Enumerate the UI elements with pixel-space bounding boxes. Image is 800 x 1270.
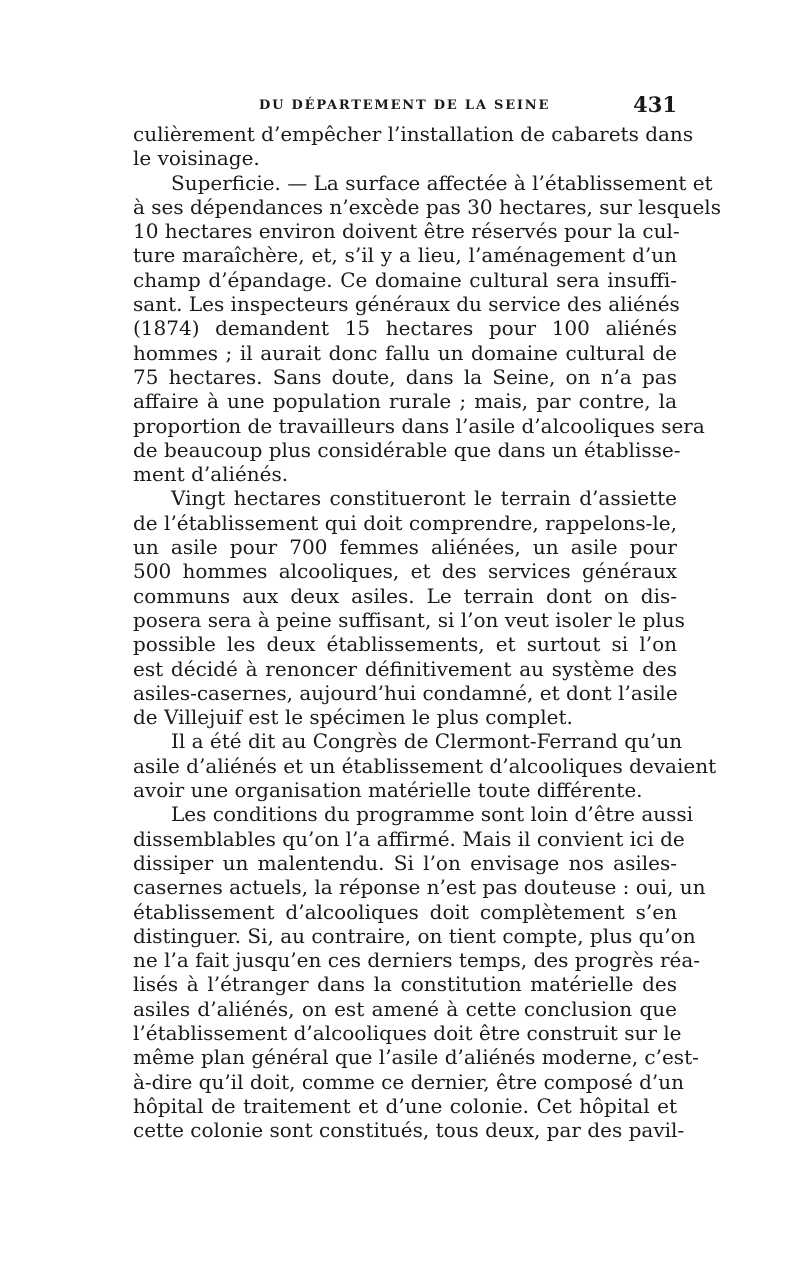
text-line: établissement d’alcooliques doit complètement s’en — [133, 899, 677, 924]
text-line: 10 hectares environ doivent être réservés pour la cul- — [133, 219, 680, 244]
text-line: possible les deux établissements, et surtout si l’on — [133, 632, 677, 657]
text-line: le voisinage. — [133, 146, 260, 171]
text-line: asile d’aliénés et un établissement d’alcooliques devaient — [133, 753, 717, 778]
text-line: Superficie. — La surface affectée à l’établissement et — [171, 170, 713, 195]
text-line: hommes ; il aurait donc fallu un domaine cultural de — [133, 340, 677, 365]
text-line: posera sera à peine suffisant, si l’on veut isoler le plus — [133, 607, 685, 632]
text-line: asiles-casernes, aujourd’hui condamné, et dont l’asile — [133, 680, 678, 705]
text-line: à ses dépendances n’excède pas 30 hectares, sur lesquels — [133, 194, 721, 219]
text-line: à-dire qu’il doit, comme ce dernier, être composé d’un — [133, 1069, 685, 1094]
text-line: affaire à une population rurale ; mais, par contre, la — [133, 389, 677, 414]
text-line: ment d’aliénés. — [133, 462, 289, 487]
text-line: de Villejuif est le spécimen le plus complet. — [133, 705, 573, 730]
text-line: champ d’épandage. Ce domaine cultural sera insuffi- — [133, 267, 677, 292]
text-line: Les conditions du programme sont loin d’être aussi — [171, 802, 694, 827]
text-line: proportion de travailleurs dans l’asile d’alcooliques sera — [133, 413, 705, 438]
text-line: dissemblables qu’on l’a affirmé. Mais il convient ici de — [133, 826, 685, 851]
text-line: sant. Les inspecteurs généraux du service des aliénés — [133, 292, 680, 317]
text-line: distinguer. Si, au contraire, on tient compte, plus qu’on — [133, 923, 696, 948]
text-line: culièrement d’empêcher l’installation de cabarets dans — [133, 122, 694, 146]
page-header — [133, 92, 677, 122]
text-line: Vingt hectares constitueront le terrain d’assiette — [171, 486, 677, 511]
text-line: cette colonie sont constitués, tous deux, par des pavil- — [133, 1118, 685, 1143]
text-line: asiles d’aliénés, on est amené à cette conclusion que — [133, 996, 677, 1021]
text-line: lisés à l’étranger dans la constitution matérielle des — [133, 972, 677, 997]
text-line: Il a été dit au Congrès de Clermont-Ferrand qu’un — [171, 729, 683, 754]
text-line: même plan général que l’asile d’aliénés moderne, c’est- — [133, 1045, 699, 1070]
text-line: casernes actuels, la réponse n’est pas douteuse : oui, un — [133, 875, 706, 900]
text-line: avoir une organisation matérielle toute différente. — [133, 778, 643, 803]
text-line: est décidé à renoncer définitivement au système des — [133, 656, 677, 681]
text-line: dissiper un malentendu. Si l’on envisage nos asiles- — [133, 850, 677, 875]
text-line: l’établissement d’alcooliques doit être construit sur le — [133, 1020, 682, 1045]
text-line: 75 hectares. Sans doute, dans la Seine, on n’a pas — [133, 364, 677, 389]
text-line: communs aux deux asiles. Le terrain dont on dis- — [133, 583, 677, 608]
text-line: de beaucoup plus considérable que dans un établisse- — [133, 437, 681, 462]
text-line: hôpital de traitement et d’une colonie. Cet hôpital et — [133, 1093, 677, 1118]
text-line: ture maraîchère, et, s’il y a lieu, l’aménagement d’un — [133, 243, 677, 268]
text-line: un asile pour 700 femmes aliénées, un asile pour — [133, 535, 677, 560]
text-line: ne l’a fait jusqu’en ces derniers temps, des progrès réa- — [133, 948, 701, 973]
page-number: 431 — [633, 92, 677, 117]
text-line: 500 hommes alcooliques, et des services généraux — [133, 559, 677, 584]
running-title: DU DÉPARTEMENT DE LA SEINE — [259, 98, 551, 113]
body-text — [133, 122, 721, 1143]
text-line: de l’établissement qui doit comprendre, rappelons-le, — [133, 510, 677, 535]
text-line: (1874) demandent 15 hectares pour 100 aliénés — [133, 316, 677, 341]
